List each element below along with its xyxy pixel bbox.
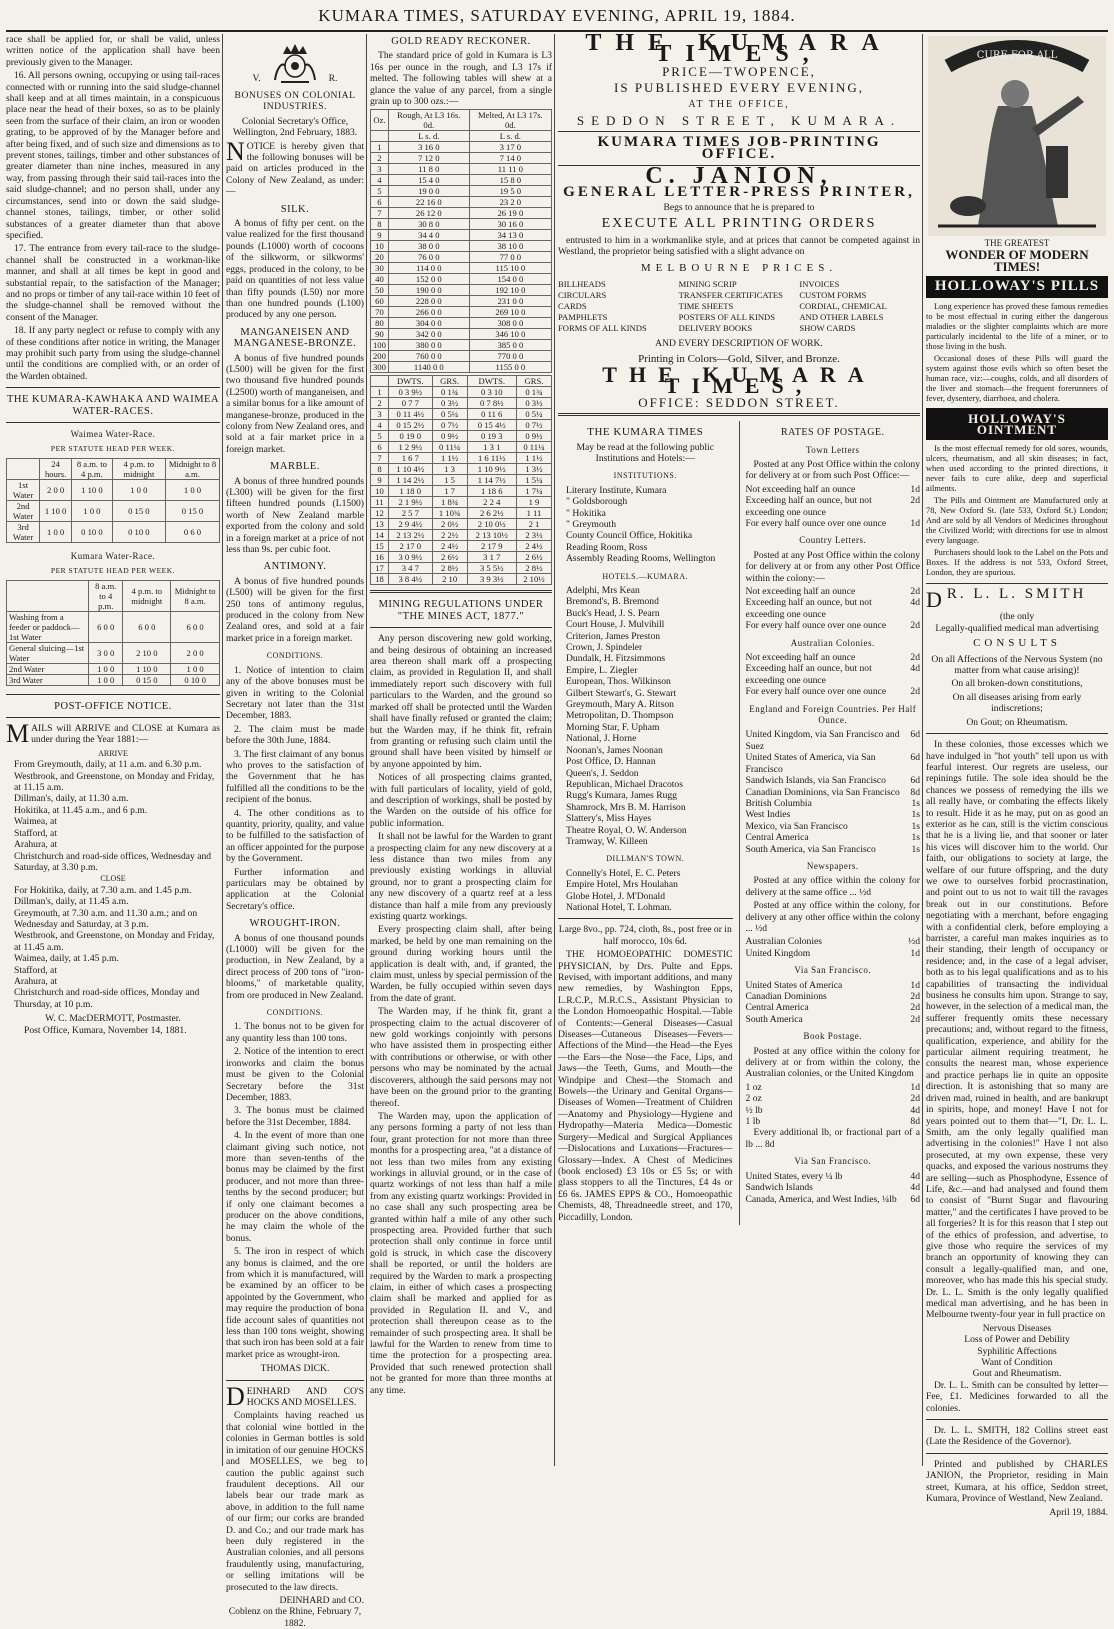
at-office-line: AT THE OFFICE, xyxy=(688,98,790,110)
column-4 xyxy=(558,30,920,1466)
table-header: 24 hours. xyxy=(40,458,72,479)
signature: THOMAS DICK. xyxy=(260,1363,330,1375)
list-item: Dundalk, H. Fitzsimmons xyxy=(566,653,666,665)
table-row: 60 228 0 0 231 0 0 xyxy=(371,296,552,307)
rate-row: Canadian Dominions, via San Francisco 8d xyxy=(745,786,920,798)
list-item: Arahura, at xyxy=(14,975,58,987)
paragraph: Dr. L. L. Smith can be consulted by letter—Fee, £1. Medicines forwarded to all the colonies. xyxy=(926,1379,1108,1414)
holloways-pills-banner: HOLLOWAY'S PILLS xyxy=(926,276,1108,297)
paragraph: On all broken-down constitutions, xyxy=(951,678,1083,690)
list-item: Christchurch and road-side offices, Wednesday and Saturday, at 3.30 p.m. xyxy=(14,850,212,873)
list-item: Metropolitan, D. Thompson xyxy=(566,710,674,722)
table-row: 1 0 3 9½ 0 1¾ 0 3 10 0 1¾ xyxy=(371,387,552,398)
subheading: ANTIMONY. xyxy=(263,561,327,573)
table-row: General sluicing—1st Water 3 0 0 2 10 0 2 0 0 xyxy=(7,642,220,663)
paragraph: 3. The first claimant of any bonus who proves to the satisfaction of the Government that he has fulfilled all the conditions to be the recipient of the bonus. xyxy=(226,748,364,806)
list-item: Want of Condition xyxy=(981,1357,1053,1369)
rate-row: British Columbia 1s xyxy=(745,797,920,809)
list-item: For Hokitika, daily, at 7.30 a.m. and 1.45 p.m. xyxy=(14,884,192,896)
printer-line: GENERAL LETTER-PRESS PRINTER, xyxy=(563,183,915,200)
kumara-rates-table: 8 a.m. to 4 p.m. 4 p.m. to midnight Midnight to 8 a.m. Washing from a feeder or paddock—1st Water 6 0 0 6 0 0 6 0 0 General sluicing—1st Water 3 0 0 2 10 0 2 0 0 2nd Water 1 0 0 1 10 0 1 0 0 3rd Water 1 0 0 0 15 0 0 10 0 xyxy=(6,580,220,686)
divider xyxy=(558,413,920,416)
list-item: Adelphi, Mrs Kean xyxy=(566,585,640,596)
subheading: MANGANEISEN AND MANGANESE-BRONZE. xyxy=(233,326,357,350)
list-item: Stafford, at xyxy=(14,964,57,976)
paragraph: The Warden may, if he think fit, grant a prospecting claim to the actual discoverer of new gold workings conjointly with persons who have assisted them in prospecting either with contributions or otherwise, or with other persons who may be nominated by the actual discoverers, although the said persons may not have been on the ground prior to the granting thereof. xyxy=(370,1006,552,1109)
drop-cap: N xyxy=(226,136,245,166)
imprint-date: April 19, 1884. xyxy=(1049,1506,1108,1518)
divider xyxy=(558,918,733,919)
paragraph: Complaints having reached us that colonial wine bottled in the colonies in German bottles is sold in imitation of our genuine HOCKS and MOSELLES, we beg to caution the public against such fraudulent deceptions. All our labels bear our trade mark as above, in addition to the full name of our firm; our corks are branded D. and Co.; and our trade mark has been duly registered in the Australian colonies, and all persons fraudulently using, manufacturing, or selling imitations will be prosecuted to the law directs. xyxy=(226,1410,364,1593)
subheading: MARBLE. xyxy=(270,461,320,473)
paragraph: May be read at the following public Institutions and Hotels:— xyxy=(576,441,714,464)
list-item: Post Office, D. Hannan xyxy=(566,756,656,768)
list-item: Arahura, at xyxy=(14,839,58,851)
divider xyxy=(6,717,220,718)
list-item: Dillman's, daily, at 11.30 a.m. xyxy=(14,793,129,805)
subheading: SILK. xyxy=(280,203,310,215)
table-row: 16 3 0 9½ 2 6½ 3 1 7 2 6½ xyxy=(371,552,552,563)
paragraph: 1. The bonus not to be given for any quantity less than 100 tons. xyxy=(226,1021,364,1044)
rate-row: Not exceeding half an ounce 2d xyxy=(745,652,920,664)
subheading: Via San Francisco. xyxy=(794,1156,872,1167)
list-item: From Greymouth, daily, at 11 a.m. and 6.30 p.m. xyxy=(14,759,202,771)
price-line: PRICE—TWOPENCE, xyxy=(662,63,816,79)
paragraph: On all diseases arising from early indiscretions; xyxy=(952,691,1082,715)
list-item: Slattery's, Miss Hayes xyxy=(566,813,652,825)
every-line: AND EVERY DESCRIPTION OF WORK. xyxy=(655,338,823,350)
list-item: Westbrook, and Greenstone, on Monday and Friday, at 11.15 a.m. xyxy=(14,770,215,794)
street-line: SEDDON STREET, KUMARA. xyxy=(576,113,902,129)
table-row: 4 15 4 0 15 8 0 xyxy=(371,175,552,186)
waimea-rates-table xyxy=(6,458,220,543)
table-header: Rough, At L3 16s. 0d. xyxy=(388,110,469,131)
table-row: 4 0 15 2½ 0 7½ 0 15 4½ 0 7½ xyxy=(371,420,552,431)
greatest-line: THE GREATEST xyxy=(984,238,1050,248)
column-3 xyxy=(370,34,552,1466)
dillmans-list: Connelly's Hotel, E. C. Peters Empire Hotel, Mrs Houlahan Globe Hotel, J. M'Donald National Hotel, T. Lohman. xyxy=(566,867,681,913)
paragraph: Posted at any office within the colony for delivery at the same office ... ½d xyxy=(745,875,920,898)
column-rule xyxy=(366,34,367,1466)
table-row: 20 76 0 0 77 0 0 xyxy=(371,252,552,263)
paragraph: Occasional doses of these Pills will guard the system against those evils which so often beset the human race, viz:—coughs, colds, and all disorders of the liver and stomach—the frequent forerunners of fever, dysentery, diarrhoea, and cholera. xyxy=(926,353,1108,403)
rate-row: ½ lb 4d xyxy=(745,1104,920,1116)
crest-v: V. xyxy=(252,72,261,84)
divider xyxy=(6,422,220,423)
divider xyxy=(226,1380,364,1381)
imprint: Printed and published by CHARLES JANION, the Proprietor, residing in Main street, Kumara, at his office, Seddon street, Kumara, Province of Westland, New Zealand. xyxy=(926,1458,1108,1505)
subheading: CONDITIONS. xyxy=(266,1008,324,1018)
rate-list xyxy=(746,980,921,1026)
table-subtitle: PER STATUTE HEAD PER WEEK. xyxy=(50,566,176,576)
list-item: Bremond's, B. Bremond xyxy=(566,596,659,608)
divider xyxy=(926,733,1108,734)
subheading: England and Foreign Countries. Per Half Ounce. xyxy=(749,703,917,726)
subheading: Australian Colonies. xyxy=(790,637,875,648)
signature-date: Post Office, Kumara, November 14, 1881. xyxy=(24,1024,187,1036)
paragraph: Is the most effectual remedy for old sores, wounds, ulcers, rheumatism, and all skin diseases; in fact, when used according to the printed directions, it never fails to cure alike, deep and superficial ailments. xyxy=(926,444,1108,494)
list-item: Greymouth, at 7.30 a.m. and 11.30 a.m.; and on Wednesday and Saturday, at 3 p.m. xyxy=(14,907,198,930)
table-header xyxy=(7,458,40,479)
subheading: HOTELS.—KUMARA. xyxy=(602,571,689,581)
crest-r: R. xyxy=(328,72,338,84)
rate-row: For every half ounce over one ounce 2d xyxy=(745,620,920,632)
institutions-list: Literary Institute, Kumara " Goldsborough " Hokitika " Greymouth County Council Office, Hokitika Reading Room, Ross Assembly Reading Rooms, Wellington xyxy=(566,484,716,565)
divider xyxy=(926,583,1108,584)
rate-row: Canada, America, and West Indies, ¼lb 6d xyxy=(745,1193,920,1205)
table-header: Oz. xyxy=(371,110,389,131)
list-item: Nervous Diseases xyxy=(982,1322,1052,1334)
execute-line: EXECUTE ALL PRINTING ORDERS xyxy=(601,216,877,232)
paragraph: A bonus of fifty per cent. on the value realized for the first thousand pounds (L1000) worth of cocoons of the silkworm, or silkworms' eggs, produced in the colony, to be paid on quantities of not less value than fifty pounds (L50) nor more than one hundred pounds (L100) produced by any one person. xyxy=(226,218,364,321)
divider xyxy=(6,694,220,695)
paragraph: 4. The other conditions as to quantity, priority, quality, and value to be fulfilled to the satisfaction of an officer appointed for the purpose by the Government. xyxy=(226,807,364,865)
rate-list xyxy=(746,652,921,698)
section-heading: POST-OFFICE NOTICE. xyxy=(54,700,172,712)
legally-line: Legally-qualified medical man advertising xyxy=(935,622,1099,634)
list-item: Stafford, at xyxy=(14,827,57,839)
table-title: Kumara Water-Race. xyxy=(70,550,156,561)
table-row: 2 0 7 7 0 3½ 0 7 8½ 0 3½ xyxy=(371,398,552,409)
table-row: 6 1 2 9½ 0 11¼ 1 3 1 0 11¼ xyxy=(371,442,552,453)
rate-list xyxy=(746,936,921,959)
divider xyxy=(926,1453,1108,1454)
table-header: Melted, At L3 17s. 0d. xyxy=(469,110,551,131)
list-item: Empire, L. Ziegler xyxy=(566,664,638,676)
subheading: Country Letters. xyxy=(799,535,867,546)
begs-line: Begs to announce that he is prepared to xyxy=(663,202,815,214)
paragraph: 16. All persons owning, occupying or using tail-races connected with or running into the said sludge-channel shall keep and at all times maintain, in a conspicuous place near the head of their boxes, so as to be plainly seen from the surface of their claim, an iron or wooden grating, to be approved of by the Manager before and after being fixed, and of such size and dimensions as to prevent stones, tailings, timber and other substances of greater diameter than nine inches, measured in any way, from passing through their said tail-races into the said sludge-channel; and no person shall, under any circumstances, send into or down the said sludge-channel stones, tailings, timber, or other solid substances of a greater diameter than that above specified. xyxy=(6,70,220,241)
holloways-ointment-banner: HOLLOWAY'S OINTMENT xyxy=(926,408,1108,441)
paragraph: 5. The iron in respect of which any bonus is claimed, and the ore from which it is manufactured, will be examined by an officer to be appointed by the Government, who may require the production of bona fide account sales of quantities not less than 100 tons weight, showing that such iron has been sold at a fair market price as wrought-iron. xyxy=(226,1246,364,1360)
only-line: (the only xyxy=(999,611,1035,623)
divider xyxy=(558,131,920,132)
rate-row: United States, every ¼ lb 4d xyxy=(745,1170,920,1182)
rate-list xyxy=(746,1082,921,1128)
office-line: OFFICE: SEDDON STREET. xyxy=(638,394,840,410)
rate-row: Exceeding half an ounce, but not exceeding one ounce 4d xyxy=(745,597,920,620)
postage-rates xyxy=(739,421,921,1225)
paragraph: THE HOMOEOPATHIC DOMESTIC PHYSICIAN, by Drs. Pulte and Epps. Revised, with important additions, and many new remedies, by Washington Epps, L.R.C.P., M.R.C.S., Assistant Physician to the London Homoeopathic Hospital.—Table of Contents:—General Diseases—Casual Diseases—Cutaneous Diseases—Fevers—Affections of the Mind—the Head—the Eyes—the Ears—the Nose—the Face, Lips, and Jaws—the Teeth, Gums, and Mouth—the Windpipe and Chest—the Stomach and Bowels—the Urinary and Genital Organs—Diseases of Women—Treatment of Children—Anatomy and Physiology—Hygiene and Hydropathy—Materia Medica—Domestic Surgery—Medical and Surgical Appliances—Dislocations and Luxations—Fractures—Glossary—Index. A Chest of Medicines (book enclosed) £3 10s or £5 5s; or with glass stoppers to all the Tinctures, £4 4s or £6 6s. JAMES EPPS & CO., Homoeopathic Chemists, 48, Threadneedle street, and 170, Piccadilly, London. xyxy=(558,949,733,1223)
subheading: DILLMAN'S TOWN. xyxy=(606,854,685,864)
signature: DEINHARD and CO. xyxy=(279,1594,364,1606)
table-row: 10 38 0 0 38 10 0 xyxy=(371,241,552,252)
table-row: 9 34 4 0 34 13 0 xyxy=(371,230,552,241)
table-row: 2nd Water 1 0 0 1 10 0 1 0 0 xyxy=(7,663,220,674)
subheading: WROUGHT-IRON. xyxy=(249,918,341,930)
list-item: Waimea, at xyxy=(14,816,57,828)
rate-list xyxy=(746,729,921,854)
table-row: 70 266 0 0 269 10 0 xyxy=(371,307,552,318)
section-heading: THE KUMARA-KAWHAKA AND WAIMEA WATER-RACES. xyxy=(6,394,220,417)
consults-line: CONSULTS xyxy=(973,637,1061,650)
subheading: RATES OF POSTAGE. xyxy=(780,427,885,439)
rate-list xyxy=(746,484,921,530)
rate-row: Sandwich Islands, via San Francisco 6d xyxy=(745,775,920,787)
list-item: Queen's, J. Seddon xyxy=(566,767,639,779)
smith-heading: R. L. L. SMITH xyxy=(946,586,1087,603)
table-row: 7 26 12 0 26 19 0 xyxy=(371,208,552,219)
gold-reckoner-table: Oz. Rough, At L3 16s. 0d. Melted, At L3 17s. 0d. L s. d. L s. d. 1 3 16 0 3 17 0 2 7 12 0 7 14 0 3 11 8 0 11 11 0 4 15 4 0 15 8 0 5 19 0 0 19 5 0 6 22 16 0 23 2 0 7 26 12 0 26 19 0 8 30 8 0 30 16 0 9 34 4 0 34 13 0 10 38 0 0 38 10 0 20 76 0 0 77 0 0 30 114 0 0 115 10 0 40 152 0 0 154 0 0 50 190 0 0 192 10 0 60 228 0 0 231 0 0 70 266 0 0 269 10 0 80 304 0 0 308 0 0 90 342 0 0 346 10 0 100 380 0 0 385 0 0 200 760 0 0 770 0 0 300 1140 0 0 1155 0 0 xyxy=(370,109,552,373)
paragraph: race shall be applied for, or shall be valid, unless written notice of the application shall have been previously given to the Manager. xyxy=(6,34,220,68)
subheading: Town Letters xyxy=(805,444,860,455)
list-item: Crown, J. Spindeler xyxy=(566,642,643,654)
table-row: 11 2 1 9½ 1 8¾ 2 2 4 1 9 xyxy=(371,497,552,508)
paragraph: Long experience has proved these famous remedies to be most effectual in curing either the dangerous maladies or the slighter complaints which are more particularly incidental to the life of a miner, or to those living in the bush. xyxy=(926,301,1108,351)
table-row: 50 190 0 0 192 10 0 xyxy=(371,285,552,296)
paragraph: entrusted to him in a workmanlike style, and at prices that cannot be competed against in Westland, the proprietor being satisfied with a slight advance on xyxy=(558,234,920,258)
wonder-line: WONDER OF MODERN TIMES! xyxy=(945,247,1089,274)
paragraph: 2. The claim must be made before the 30th June, 1884. xyxy=(226,723,364,747)
paragraph: Posted at any office within the colony for delivery at or from within the colony, the Australian colonies, or the United Kingdom xyxy=(745,1045,920,1080)
divider xyxy=(926,1419,1108,1420)
list-item: Criterion, James Preston xyxy=(566,630,661,642)
paragraph: 17. The entrance from every tail-race to the sludge-channel shall be constructed in a workman-like manner, and shall at all times be kept in good and substantial repair, to the satisfaction of the Manager; and no props or timber of any tail-race within 10 feet of the sludge-channel shall be removed without the consent of the Manager. xyxy=(6,243,220,323)
rate-row: United Kingdom, via San Francisco and Suez 6d xyxy=(745,729,920,752)
published-line: IS PUBLISHED EVERY EVENING, xyxy=(614,80,864,96)
rate-row: United States of America, via San Francisco 6d xyxy=(745,752,920,775)
list-item: National, J. Horne xyxy=(566,733,637,745)
rate-row: United Kingdom 1d xyxy=(745,947,920,959)
signature: W. C. MacDERMOTT, Postmaster. xyxy=(45,1013,181,1025)
table-row: 3 11 8 0 11 11 0 xyxy=(371,164,552,175)
table-row: 13 2 9 4½ 2 0½ 2 10 0½ 2 1 xyxy=(371,519,552,530)
paragraph: A bonus of five hundred pounds (L500) will be given for the first two thousand five hundred pounds (L2500) worth of manganeisen, and a similar bonus for a like amount of manganese-bronze, produced in the colony from New Zealand ores, and sold at a fair market price in a foreign market. xyxy=(226,352,364,455)
divider xyxy=(370,590,552,593)
table-subtitle: PER STATUTE HEAD PER WEEK. xyxy=(50,444,176,454)
list-item: Gilbert Stewart's, G. Stewart xyxy=(566,687,677,699)
divider xyxy=(6,387,220,388)
paragraph: Posted at any Post Office within the colony for delivery at or from any other Post Office within the colony:— xyxy=(745,549,920,584)
list-item: Syphilitic Affections xyxy=(977,1345,1057,1357)
rate-list xyxy=(746,586,921,632)
arrive-list xyxy=(6,759,220,873)
rate-row: Sandwich Islands 4d xyxy=(745,1182,920,1194)
masthead: KUMARA TIMES, SATURDAY EVENING, APRIL 19, 1884. xyxy=(318,6,796,25)
table-row: 10 1 18 0 1 7 1 18 6 1 7¼ xyxy=(371,486,552,497)
table-row: 2nd Water 1 10 0 1 0 0 0 15 0 0 15 0 xyxy=(7,500,220,521)
paragraph: It shall not be lawful for the Warden to grant a prospecting claim for any new discovery at a less distance than two miles from any previously existing workings in alluvial ground, nor to grant a prospecting claim for any new discovery of a quartz reef at a less distance than half a mile from any previously existing quartz workings. xyxy=(370,831,552,922)
paragraph: The standard price of gold in Kumara is L3 16s per ounce in the rough, and L3 17s if melted. The following tables will shew at a glance the value of any parcel, from a single grain up to 300 ozs.:— xyxy=(370,50,552,108)
paragraph: A bonus of three hundred pounds (L300) will be given for the first fifteen hundred pounds (L1500) worth of New Zealand marble exported from the colony and sold in a foreign market at a price of not less than 9s. per cubic foot. xyxy=(226,475,364,556)
table-row: 3rd Water 1 0 0 0 10 0 0 10 0 0 6 0 xyxy=(7,521,220,542)
paragraph: On all Affections of the Nervous System (no matter from what cause arising)! xyxy=(931,653,1103,677)
table-row: 9 1 14 2½ 1 5 1 14 7½ 1 5¼ xyxy=(371,475,552,486)
column-rule xyxy=(922,34,923,1466)
divider xyxy=(370,627,552,628)
colors-line: Printing in Colors—Gold, Silver, and Bronze. xyxy=(638,352,840,365)
signature-date: Coblenz on the Rhine, February 7, 1882. xyxy=(228,1606,362,1629)
table-row: 300 1140 0 0 1155 0 0 xyxy=(371,362,552,373)
paragraph: Further information and particulars may be obtained by application at the Colonial Secretary's office. xyxy=(226,866,364,912)
paragraph: A bonus of five hundred pounds (L500) will be given for the first 250 tons of antimony regulus, produced in the colony from New Zealand ores, and sold at a fair market price in a foreign market. xyxy=(226,575,364,644)
kumara-times-title: THE KUMARA TIMES, xyxy=(585,30,893,68)
table-row: 17 3 4 7 2 8½ 3 5 5½ 2 8½ xyxy=(371,563,552,574)
rate-row: Exceeding half an ounce, but not exceeding one ounce 4d xyxy=(745,663,920,686)
paragraph: Notices of all prospecting claims granted, with full particulars of locality, yield of gold, and description of workings, shall be posted by the Warden on the outside of his office for public information. xyxy=(370,772,552,829)
rate-row: South America 2d xyxy=(745,1013,920,1025)
table-row: 2 7 12 0 7 14 0 xyxy=(371,153,552,164)
rate-row: For every half ounce over one ounce 1d xyxy=(745,517,920,529)
rate-row: Mexico, via San Francisco 1s xyxy=(745,820,920,832)
dwt-table: DWTS. GRS. DWTS. GRS. 1 0 3 9½ 0 1¾ 0 3 10 0 1¾ 2 0 7 7 0 3½ 0 7 8½ 0 3½ 3 0 11 4½ 0 5¼ 0 11 6 0 5¼ 4 0 15 2½ 0 7½ 0 15 4½ 0 7½ 5 0 19 0 0 9½ 0 19 3 0 9½ 6 1 2 9½ 0 11¼ 1 3 1 0 11¼ 7 1 6 7 1 1½ 1 6 11½ 1 1½ 8 1 10 4½ 1 3 1 10 9½ 1 3½ 9 1 14 2½ 1 5 1 14 7½ 1 5¼ 10 1 18 0 1 7 1 18 6 1 7¼ 11 2 1 9½ 1 8¾ 2 2 4 1 9 12 2 5 7 1 10¾ 2 6 2½ 1 11 13 2 9 4½ 2 0½ 2 10 0½ 2 1 14 2 13 2½ 2 2½ 2 13 10½ 2 3½ 15 2 17 0 2 4½ 2 17 9 2 4½ 16 3 0 9½ 2 6½ 3 1 7 2 6½ 17 3 4 7 2 8½ 3 5 5½ 2 8½ 18 3 8 4½ 2 10 3 9 3½ 2 10½ xyxy=(370,375,552,585)
paragraph: Dr. L. L. SMITH, 182 Collins street east (Late the Residence of the Governor). xyxy=(926,1425,1108,1448)
paragraph: 2. Notice of the intention to erect ironworks and claim the bonus must be given to the Colonial Secretary before the 31st December, 1883. xyxy=(226,1046,364,1103)
table-row: 18 3 8 4½ 2 10 3 9 3½ 2 10½ xyxy=(371,574,552,585)
notice-text: OTICE is hereby given that the following bonuses will be paid on articles produced in the Colony of New Zealand, as under:— xyxy=(226,140,364,198)
subheading: CONDITIONS. xyxy=(266,651,324,661)
drop-cap: D xyxy=(926,587,945,613)
table-row: 1 3 16 0 3 17 0 xyxy=(371,142,552,153)
table-row: 200 760 0 0 770 0 0 xyxy=(371,351,552,362)
subheading: ARRIVE xyxy=(98,748,128,758)
kumara-times-title-2: THE KUMARA TIMES, xyxy=(602,361,876,399)
list-item: Tramway, W. Killeen xyxy=(566,835,648,847)
close-list xyxy=(6,885,220,1010)
table-row: 3rd Water 1 0 0 0 15 0 0 10 0 xyxy=(7,674,220,685)
janion-name: C. JANION, xyxy=(645,163,833,190)
list-item: Republican, Michael Dracotos xyxy=(566,778,683,790)
paragraph: 18. If any party neglect or refuse to comply with any of these conditions after notice in writing, the Manager may prohibit such party from using the sludge-channel until the conditions are complied with, or an order of the Warden obtained. xyxy=(6,325,220,382)
table-row: 8 1 10 4½ 1 3 1 10 9½ 1 3½ xyxy=(371,464,552,475)
column-rule xyxy=(222,34,223,1466)
table-row: 15 2 17 0 2 4½ 2 17 9 2 4½ xyxy=(371,541,552,552)
drop-cap: M xyxy=(6,719,30,749)
list-item: Loss of Power and Debility xyxy=(964,1334,1070,1346)
table-row: 5 0 19 0 0 9½ 0 19 3 0 9½ xyxy=(371,431,552,442)
holloway-figure-icon xyxy=(928,36,1106,236)
table-header: Midnight to 8 a.m. xyxy=(165,458,219,479)
section-heading: BONUSES ON COLONIAL INDUSTRIES. xyxy=(234,90,356,113)
table-row: 12 2 5 7 1 10¾ 2 6 2½ 1 11 xyxy=(371,508,552,519)
banner-text: CURE FOR ALL xyxy=(976,50,1058,61)
table-row: 90 342 0 0 346 10 0 xyxy=(371,329,552,340)
section-heading: MINING REGULATIONS UNDER "THE MINES ACT, 1877." xyxy=(378,599,544,622)
section-heading: GOLD READY RECKONER. xyxy=(391,36,531,47)
paragraph: Colonial Secretary's Office, Wellington, 2nd February, 1883. xyxy=(232,115,358,139)
list-item: Court House, J. Mulvihill xyxy=(566,619,665,631)
rate-row: 1 lb 8d xyxy=(745,1116,920,1128)
table-row: 100 380 0 0 385 0 0 xyxy=(371,340,552,351)
subheading: Via San Francisco. xyxy=(794,965,872,976)
paragraph: Purchasers should look to the Label on the Pots and Boxes. If the address is not 533, Oxford Street, London, they are spurious. xyxy=(926,548,1108,578)
table-row: 7 1 6 7 1 1½ 1 6 11½ 1 1½ xyxy=(371,453,552,464)
subheading: Newspapers. xyxy=(806,860,859,871)
paragraph: The Pills and Ointment are Manufactured only at 78, New Oxford St. (late 533, Oxford St.) London; And are sold by all Vendors of Medicines throughout the Civilized World; with directions for use in almost every language. xyxy=(926,496,1108,546)
table-row: 1st Water 2 0 0 1 10 0 1 0 0 1 0 0 xyxy=(7,479,220,500)
subheading: CLOSE xyxy=(100,874,126,884)
rate-row: Exceeding half an ounce, but not exceeding one ounce 2d xyxy=(745,495,920,518)
table-title: Waimea Water-Race. xyxy=(70,429,156,439)
job-office-heading: KUMARA TIMES JOB-PRINTING OFFICE. xyxy=(597,134,881,162)
paragraph: Large 8vo., pp. 724, cloth, 8s., post free or in half morocco, 10s 6d. xyxy=(558,924,732,947)
paragraph: 3. The bonus must be claimed before the 31st December, 1884. xyxy=(226,1105,364,1128)
paragraph: Posted at any Post Office within the colony for delivery at or from such Post Office:— xyxy=(745,458,920,482)
list-item: Hokitika, at 11.45 a.m., and 6 p.m. xyxy=(14,804,148,816)
subheading: Book Postage. xyxy=(803,1031,862,1042)
hocks-heading: EINHARD AND CO'S HOCKS AND MOSELLES. xyxy=(246,1385,364,1409)
rate-list xyxy=(746,1171,921,1205)
paragraph: Every additional lb, or fractional part of a lb ... 8d xyxy=(745,1127,920,1150)
table-row: Washing from a feeder or paddock—1st Water 6 0 0 6 0 0 6 0 0 xyxy=(7,611,220,642)
column-1 xyxy=(6,34,220,1466)
rate-row: Australian Colonies ½d xyxy=(745,936,920,948)
post-intro: AILS will ARRIVE and CLOSE at Kumara as under during the Year 1881:— xyxy=(31,723,220,746)
column-rule xyxy=(554,34,555,1466)
table-row: 14 2 13 2½ 2 2½ 2 13 10½ 2 3½ xyxy=(371,530,552,541)
table-row: 80 304 0 0 308 0 0 xyxy=(371,318,552,329)
column-2 xyxy=(226,34,364,1629)
subheading: INSTITUTIONS. xyxy=(613,471,677,481)
list-item: Shamrock, Mrs B. M. Harrison xyxy=(566,801,686,813)
table-row: 40 152 0 0 154 0 0 xyxy=(371,274,552,285)
subheading: THE KUMARA TIMES xyxy=(587,426,704,439)
rate-row: Not exceeding half an ounce 1d xyxy=(745,483,920,495)
rate-row: Central America 1s xyxy=(745,832,920,844)
rate-row: South America, via San Francisco 1s xyxy=(745,843,920,855)
reading-places xyxy=(558,421,733,1225)
rate-row: 2 oz 2d xyxy=(745,1093,920,1105)
table-header: 4 p.m. to midnight xyxy=(112,458,165,479)
paragraph: 1. Notice of intention to claim any of the above bonuses must be given in writing to the Colonial Secretary not later than the 31st December, 1883. xyxy=(226,664,364,722)
paragraph: Every prospecting claim shall, after being marked, be held by one man remaining on the ground during working hours until the application is dealt with, and, if granted, the claim must, unless by special permission of the Warden, be fully occupied within seven days from the date of grant. xyxy=(370,924,552,1004)
rate-row: 1 oz 1d xyxy=(745,1081,920,1093)
list-item: Buck's Head, J. S. Pearn xyxy=(566,607,660,619)
list-item: Dillman's, daily, at 11.45 a.m. xyxy=(14,896,129,908)
rate-row: For every half ounce over one ounce 2d xyxy=(745,686,920,698)
list-item: Gout and Rheumatism. xyxy=(972,1368,1062,1380)
list-item: Greymouth, Mary A. Ritson xyxy=(566,699,674,711)
rate-row: Canadian Dominions 2d xyxy=(745,991,920,1002)
melbourne-prices: MELBOURNE PRICES. xyxy=(640,261,838,274)
crown-crest-icon xyxy=(267,40,323,84)
rate-row: United States of America 1d xyxy=(745,979,920,991)
hotels-list xyxy=(558,585,733,847)
rate-row: West Indies 1s xyxy=(745,809,920,821)
paragraph: On Gout; on Rheumatism. xyxy=(966,716,1068,728)
table-row: 8 30 8 0 30 16 0 xyxy=(371,219,552,230)
list-item: Waimea, daily, at 1.45 p.m. xyxy=(14,953,119,965)
top-rule xyxy=(6,30,1108,32)
table-header: 8 a.m. to 4 p.m. xyxy=(72,458,113,479)
table-row: 5 19 0 0 19 5 0 xyxy=(371,186,552,197)
table-row: 3 0 11 4½ 0 5¼ 0 11 6 0 5¼ xyxy=(371,409,552,420)
paragraph: In these colonies, those excesses which we have indulged in "hot youth" tell upon us with fearful interest. Our regrets are useless, our repinings futile. The sole idea should be the chances we possess of remedying the ills we all really have, or combating the effects likely to result. Hide it as he may, put on as good an exterior as he can, still is the victim conscious that he is a living lie, and that sooner or later his vices will discover him to the world. Our faith, our obligations to society at large, the welfare of our future offspring, and the duty we owe to ourselves forbid procrastination, and point out to us not to wait till the ravages break out in our constitutions. Before negotiating with a merchant, before engaging with a confidential clerk, before employing a barrister, a careful man makes inquiries as to their standing, their length of occupancy or residence; and, in the case of a legal adviser, both as to his legal qualifications and as to his capabilities of transacting the individual business he consults him upon. Strange to say, however, in the selection of a medical man, the sufferer frequently omits these necessary precautions; and, without regard to the fitness, qualification, experience, and ability for the particular ailment requiring treatment, he consults the nearest man, whose experience and practice perhaps lie in quite an opposite direction. It is astonishing that so many are driven mad, ruined in health, and are bankrupt in spirits, hope, and money! Have I not for years pointed out to them that—"I, Dr. L. L. Smith, am the only legally qualified man advertising in the colonies!" Have I not also prosecuted, at my own expense, these very quacks, and exposed the various nostrums they are selling—such as Phosphodyne, Essence of Life, &c.—and had analysed and found them to consist of "Burnt Sugar and flavouring matter," and the certificates I have proved to be all forgeries? It is for this reason that I step out of the ethics of profession, and advertise, to give those who require the services of my branch an opportunity of knowing they can consult a legally-qualified man, and one, moreover, who has made this his special study. Dr. L. L. Smith is the only legally qualified medical man advertising, and he has been in Melbourne twenty-four year in full practice on xyxy=(926,739,1108,1321)
list-item: Morning Star, F. Upham xyxy=(566,721,660,733)
table-row: 30 114 0 0 115 10 0 xyxy=(371,263,552,274)
list-item: Westbrook, and Greenstone, on Monday and Friday, at 11.45 a.m. xyxy=(14,930,215,953)
column-5 xyxy=(926,34,1108,1518)
list-item: European, Thos. Wilkinson xyxy=(566,676,671,688)
paragraph: 4. In the event of more than one claimant giving such notice, not more than seven-tenths of the bonus may be claimed by the first producer, and not more than three-tenths by the second producer; but if only one claimant becomes a producer on the above conditions, he may claim the whole of the bonus. xyxy=(226,1130,364,1244)
paragraph: Posted at any office within the colony, for delivery at any other office within the colony ... ½d xyxy=(745,900,920,934)
paragraph: A bonus of one thousand pounds (L1000) will be given for the production, in New Zealand, by a direct process of 200 tons of "iron-blooms," of marketable quality, from ore produced in New Zealand. xyxy=(226,932,364,1001)
table-row: 6 22 16 0 23 2 0 xyxy=(371,197,552,208)
list-item: Rugg's Kumara, James Rugg xyxy=(566,790,677,802)
paragraph: The Warden may, upon the application of any persons forming a party of not less than four, grant protection for not more than three months for a prospecting area, "at a distance of not less than two miles from any existing workings in alluvial ground, or in the case of quartz workings of not less than half a mile from any existing quartz workings: Provided in no case shall any such prospecting area be granted within half a mile of any other such prospecting area. Provided further that such protection shall only continue in force until gold is struck, in which case the discovery shall be reported, or until the holders are required by the Warden to mark a prospecting claim, in either of which cases a prospecting claim shall be marked and applied for as provided in Regulation II. and V., and protection shall thereupon cease as to the remainder of such prospecting area. It shall be lawful for the Warden to renew from time to time the protection for a prospecting area. Provided that such renewed protection shall not be granted for more than three months at any time. xyxy=(370,1110,552,1396)
list-item: Theatre Royal, O. W. Anderson xyxy=(566,824,687,836)
rate-row: Not exceeding half an ounce 2d xyxy=(745,586,920,597)
paragraph: Any person discovering new gold working, and being desirous of obtaining an increased area thereon shall mark off a prospecting claim, as provided in Regulation II, and shall immediately report such discovery with full particulars to the Warden, and the ground so marked off shall be protected until the Warden shall have finally refused or granted the claim; but the Warden may, if he think fit, refrain from granting or refusing such claim until the ground shall have been visited by himself or by anyone appointed by him. xyxy=(370,633,552,770)
print-items-grid: BILLHEADS MINING SCRIP INVOICES CIRCULARS TRANSFER CERTIFICATES CUSTOM FORMS CARDS TIME SHEETS CORDIAL, CHEMICAL PAMPHLETS POSTERS OF ALL KINDS AND OTHER LABELS FORMS OF ALL KINDS DELIVERY BOOKS SHOW CARDS xyxy=(558,279,887,334)
rate-row: Central America 2d xyxy=(745,1002,920,1014)
royal-crest xyxy=(226,40,364,84)
list-item: Noonan's, James Noonan xyxy=(566,744,663,756)
drop-cap: D xyxy=(226,1381,245,1411)
list-item: Christchurch and road-side offices, Monday and Thursday, at 10 p.m. xyxy=(14,987,200,1010)
